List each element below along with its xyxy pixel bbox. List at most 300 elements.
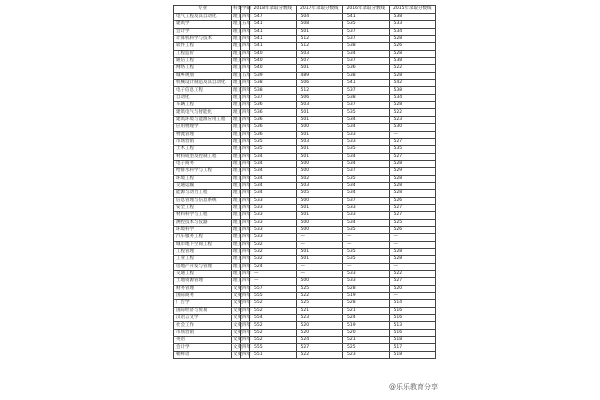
cell-score-2016: 538 bbox=[343, 94, 390, 101]
cell-major: 机械设计制造及其自动化 bbox=[174, 80, 232, 87]
cell-score-2018: 535 bbox=[250, 146, 297, 153]
cell-score-2015: 523 bbox=[389, 116, 436, 123]
cell-category: 理工 bbox=[233, 271, 242, 277]
cell-major: 交通运输 bbox=[174, 182, 232, 189]
header-2015: 2015年录取分数线 bbox=[389, 6, 436, 14]
cell-score-2017: 500 bbox=[296, 168, 343, 175]
cell-score-2018: 534 bbox=[250, 190, 297, 197]
cell-score-2015: 527 bbox=[389, 138, 436, 145]
cell-duration: 四年 bbox=[242, 109, 251, 115]
cell-score-2015: 528 bbox=[389, 249, 436, 256]
table-row bbox=[174, 212, 436, 219]
cell-score-2016: 537 bbox=[343, 168, 390, 175]
cell-major: 物流管理 bbox=[174, 131, 232, 138]
header-row bbox=[174, 6, 436, 14]
header-2018: 2018年录取分数线 bbox=[250, 6, 297, 14]
cell-major: 汉语言文学 bbox=[174, 315, 232, 322]
cell-major: 市场营销 bbox=[174, 138, 232, 145]
table-row bbox=[174, 249, 436, 256]
cell-category: 文史 bbox=[233, 307, 242, 313]
cell-score-2015: 514 bbox=[389, 300, 436, 307]
cell-category: 理工 bbox=[233, 249, 242, 255]
cell-score-2017: 503 bbox=[296, 182, 343, 189]
cell-score-2015: 516 bbox=[389, 315, 436, 322]
cell-score-2017: 522 bbox=[296, 293, 343, 300]
cell-score-2017: 501 bbox=[296, 256, 343, 263]
cell-major: 朝鲜语 bbox=[174, 351, 232, 358]
cell-score-2018: 533 bbox=[250, 204, 297, 211]
cell-category: 文史 bbox=[233, 315, 242, 321]
cell-category: 理工 bbox=[233, 256, 242, 262]
cell-score-2016: 524 bbox=[343, 315, 390, 322]
cell-score-2015: 518 bbox=[389, 337, 436, 344]
cell-score-2016: 537 bbox=[343, 87, 390, 94]
cell-category: 理工 bbox=[233, 43, 242, 49]
cell-score-2017: 500 bbox=[296, 278, 343, 285]
table-row bbox=[174, 204, 436, 211]
cell-score-2018: 536 bbox=[250, 116, 297, 123]
cell-score-2016: 536 bbox=[343, 65, 390, 72]
cell-category: 理工 bbox=[233, 58, 242, 64]
cell-duration: 四年 bbox=[242, 153, 251, 159]
cell-category: 文史 bbox=[233, 351, 242, 357]
table-row bbox=[174, 226, 436, 233]
cell-category: 理工 bbox=[233, 234, 242, 240]
table-row bbox=[174, 344, 436, 351]
table-row bbox=[174, 182, 436, 189]
cell-duration: 四年 bbox=[242, 65, 251, 71]
cell-score-2018: 533 bbox=[250, 219, 297, 226]
cell-category: 文史 bbox=[233, 322, 242, 328]
table-row bbox=[174, 14, 436, 21]
cell-duration: 四年 bbox=[242, 58, 251, 64]
cell-score-2017: — bbox=[296, 271, 343, 278]
cell-major: 建筑电气与智能化 bbox=[174, 109, 232, 116]
cell-score-2017: 501 bbox=[296, 116, 343, 123]
cell-score-2015: 525 bbox=[389, 219, 436, 226]
cell-score-2018: 537 bbox=[250, 94, 297, 101]
cell-score-2016: 537 bbox=[343, 28, 390, 35]
cell-score-2015: 535 bbox=[389, 146, 436, 153]
cell-category: 理工 bbox=[233, 14, 242, 20]
cell-score-2016: 519 bbox=[343, 293, 390, 300]
table-row bbox=[174, 271, 436, 278]
cell-score-2017: 501 bbox=[296, 109, 343, 116]
cell-score-2015: 528 bbox=[389, 160, 436, 167]
cell-score-2017: 500 bbox=[296, 219, 343, 226]
table-row bbox=[174, 256, 436, 263]
cell-major: 工业工程 bbox=[174, 256, 232, 263]
cell-duration: 四年 bbox=[242, 131, 251, 137]
cell-score-2015: 528 bbox=[389, 256, 436, 263]
cell-category: 理工 bbox=[233, 263, 242, 269]
cell-score-2015: 533 bbox=[389, 21, 436, 28]
cell-score-2016: 520 bbox=[343, 329, 390, 336]
cell-category: 文史 bbox=[233, 300, 242, 306]
cell-score-2016: 519 bbox=[343, 322, 390, 329]
table-row bbox=[174, 175, 436, 182]
table-row bbox=[174, 80, 436, 87]
cell-category: 理工 bbox=[233, 168, 242, 174]
cell-score-2018: 533 bbox=[250, 197, 297, 204]
cell-score-2016: 535 bbox=[343, 146, 390, 153]
cell-major: 土地资源管理 bbox=[174, 278, 232, 285]
cell-score-2015: — bbox=[389, 131, 436, 138]
cell-score-2017: 520 bbox=[296, 329, 343, 336]
cell-score-2017: 500 bbox=[296, 160, 343, 167]
cell-score-2015: 526 bbox=[389, 226, 436, 233]
cell-score-2017: 506 bbox=[296, 80, 343, 87]
table-row bbox=[174, 21, 436, 28]
cell-score-2018: 532 bbox=[250, 249, 297, 256]
cell-score-2017: 501 bbox=[296, 204, 343, 211]
table-row bbox=[174, 168, 436, 175]
cell-score-2015: 517 bbox=[389, 344, 436, 351]
cell-category: 理工 bbox=[233, 197, 242, 203]
cell-score-2017: 501 bbox=[296, 153, 343, 160]
cell-score-2015: 528 bbox=[389, 36, 436, 43]
cell-major: 能源与动力工程 bbox=[174, 190, 232, 197]
table-body bbox=[174, 14, 436, 359]
cell-score-2017: 504 bbox=[296, 14, 343, 21]
cell-score-2015: 528 bbox=[389, 72, 436, 79]
cell-major: 建筑环境与能源应用工程 bbox=[174, 116, 232, 123]
cell-category: 理工 bbox=[233, 182, 242, 188]
cell-duration: 四年 bbox=[242, 190, 251, 196]
cell-major: 城市地下空间工程 bbox=[174, 241, 232, 248]
cell-duration: 四年 bbox=[242, 36, 251, 42]
table-row bbox=[174, 285, 436, 292]
cell-score-2018: — bbox=[250, 278, 297, 285]
table-row bbox=[174, 234, 436, 241]
cell-duration: 四年 bbox=[242, 307, 251, 313]
cell-score-2016: 538 bbox=[343, 43, 390, 50]
cell-score-2017: 503 bbox=[296, 50, 343, 57]
cell-score-2016: — bbox=[343, 263, 390, 270]
cell-major: 软件工程 bbox=[174, 43, 232, 50]
cell-major: 给排水科学与工程 bbox=[174, 168, 232, 175]
cell-score-2018: 536 bbox=[250, 131, 297, 138]
cell-duration: 四年 bbox=[242, 212, 251, 218]
cell-duration: 四年 bbox=[242, 14, 251, 20]
cell-score-2018: 541 bbox=[250, 43, 297, 50]
cell-score-2018: 533 bbox=[250, 212, 297, 219]
cell-duration: 四年 bbox=[242, 300, 251, 306]
cell-major: 财务管理 bbox=[174, 285, 232, 292]
cell-category: 理工 bbox=[233, 21, 242, 27]
cell-score-2018: 541 bbox=[250, 28, 297, 35]
cell-score-2017: 501 bbox=[296, 146, 343, 153]
table-row bbox=[174, 190, 436, 197]
cell-score-2017: 508 bbox=[296, 21, 343, 28]
cell-score-2015: 528 bbox=[389, 190, 436, 197]
cell-score-2018: 539 bbox=[250, 72, 297, 79]
cell-category: 理工 bbox=[233, 219, 242, 225]
cell-score-2017: 501 bbox=[296, 131, 343, 138]
watermark: @乐乐教育分享 bbox=[389, 383, 438, 391]
cell-major: 工程管理 bbox=[174, 249, 232, 256]
cell-duration: 四年 bbox=[242, 80, 251, 86]
cell-category: 理工 bbox=[233, 102, 242, 108]
cell-duration: 四年 bbox=[242, 160, 251, 166]
cell-major: 材料科学与工程 bbox=[174, 212, 232, 219]
cell-score-2015: 527 bbox=[389, 278, 436, 285]
cell-score-2015: — bbox=[389, 263, 436, 270]
table-row bbox=[174, 263, 436, 270]
cell-score-2017: 523 bbox=[296, 315, 343, 322]
cell-score-2018: 541 bbox=[250, 21, 297, 28]
table-row bbox=[174, 87, 436, 94]
table-row bbox=[174, 197, 436, 204]
cell-score-2018: 541 bbox=[250, 36, 297, 43]
cell-category: 理工 bbox=[233, 241, 242, 247]
cell-category: 理工 bbox=[233, 36, 242, 42]
cell-score-2018: 536 bbox=[250, 102, 297, 109]
admission-score-table bbox=[173, 5, 436, 359]
cell-score-2016: 534 bbox=[343, 160, 390, 167]
cell-duration: 四年 bbox=[242, 227, 251, 233]
cell-major: 电气工程及其自动化 bbox=[174, 14, 232, 21]
cell-score-2018: 552 bbox=[250, 329, 297, 336]
table-row bbox=[174, 65, 436, 72]
cell-duration: 四年 bbox=[242, 271, 251, 277]
cell-duration: 四年 bbox=[242, 87, 251, 93]
table-row bbox=[174, 241, 436, 248]
cell-duration: 四年 bbox=[242, 138, 251, 144]
cell-score-2016: 541 bbox=[343, 14, 390, 21]
cell-score-2015: 520 bbox=[389, 285, 436, 292]
cell-score-2018: 534 bbox=[250, 175, 297, 182]
cell-score-2017: 502 bbox=[296, 175, 343, 182]
cell-score-2017: 524 bbox=[296, 337, 343, 344]
cell-score-2015: 516 bbox=[389, 307, 436, 314]
cell-score-2018: 540 bbox=[250, 50, 297, 57]
cell-major: 计算机科学与技术 bbox=[174, 36, 232, 43]
cell-score-2018: 552 bbox=[250, 307, 297, 314]
cell-score-2015: 522 bbox=[389, 109, 436, 116]
cell-major: 建筑学 bbox=[174, 21, 232, 28]
cell-category: 理工 bbox=[233, 116, 242, 122]
cell-score-2017: 512 bbox=[296, 36, 343, 43]
cell-major: 电子商务 bbox=[174, 160, 232, 167]
cell-duration: 四年 bbox=[242, 351, 251, 357]
cell-score-2015: 513 bbox=[389, 322, 436, 329]
table-row bbox=[174, 28, 436, 35]
cell-duration: 四年 bbox=[242, 234, 251, 240]
cell-score-2016: 528 bbox=[343, 285, 390, 292]
table-row bbox=[174, 138, 436, 145]
cell-score-2018: 540 bbox=[250, 65, 297, 72]
cell-score-2018: 534 bbox=[250, 168, 297, 175]
header-duration: 学制 bbox=[241, 6, 250, 14]
cell-score-2018: 534 bbox=[250, 160, 297, 167]
cell-duration: 四年 bbox=[242, 124, 251, 130]
cell-score-2015: 518 bbox=[389, 351, 436, 358]
cell-category: 理工 bbox=[233, 190, 242, 196]
cell-major: 会计学 bbox=[174, 28, 232, 35]
cell-category: 文史 bbox=[233, 293, 242, 299]
cell-score-2018: 551 bbox=[250, 351, 297, 358]
cell-score-2017: 505 bbox=[296, 190, 343, 197]
cell-score-2016: 534 bbox=[343, 153, 390, 160]
cell-major: 车辆工程 bbox=[174, 102, 232, 109]
cell-duration: 四年 bbox=[242, 219, 251, 225]
cell-category: 理工 bbox=[233, 50, 242, 56]
cell-score-2016: 528 bbox=[343, 300, 390, 307]
cell-duration: 四年 bbox=[242, 94, 251, 100]
cell-duration: 四年 bbox=[242, 146, 251, 152]
cell-score-2018: 557 bbox=[250, 285, 297, 292]
cell-category: 理工 bbox=[233, 212, 242, 218]
cell-duration: 四年 bbox=[242, 263, 251, 269]
cell-score-2015: — bbox=[389, 293, 436, 300]
cell-score-2015: — bbox=[389, 234, 436, 241]
cell-duration: 四年 bbox=[242, 28, 251, 34]
cell-score-2016: 534 bbox=[343, 50, 390, 57]
table-row bbox=[174, 293, 436, 300]
cell-duration: 五年 bbox=[242, 21, 251, 27]
cell-score-2016: 534 bbox=[343, 219, 390, 226]
cell-score-2016: 533 bbox=[343, 271, 390, 278]
cell-category: 理工 bbox=[233, 28, 242, 34]
cell-category: 理工 bbox=[233, 205, 242, 210]
cell-score-2016: 535 bbox=[343, 256, 390, 263]
cell-duration: 五年 bbox=[242, 72, 251, 78]
table-row bbox=[174, 219, 436, 226]
cell-score-2015: 528 bbox=[389, 175, 436, 182]
cell-score-2017: 501 bbox=[296, 249, 343, 256]
cell-score-2017: 512 bbox=[296, 87, 343, 94]
cell-duration: 四年 bbox=[242, 197, 251, 203]
cell-score-2017: 525 bbox=[296, 285, 343, 292]
cell-duration: 四年 bbox=[242, 102, 251, 108]
cell-major: 通信工程 bbox=[174, 58, 232, 65]
cell-score-2016: — bbox=[343, 234, 390, 241]
cell-score-2017: 501 bbox=[296, 65, 343, 72]
cell-category: 理工 bbox=[233, 65, 242, 71]
cell-major: 市场营销 bbox=[174, 329, 232, 336]
cell-score-2015: 538 bbox=[389, 58, 436, 65]
cell-major: 会计学 bbox=[174, 344, 232, 351]
cell-score-2017: 521 bbox=[296, 307, 343, 314]
cell-score-2015: 522 bbox=[389, 271, 436, 278]
cell-score-2017: 500 bbox=[296, 124, 343, 131]
cell-score-2015: 528 bbox=[389, 182, 436, 189]
cell-major: 社会工作 bbox=[174, 322, 232, 329]
cell-category: 理工 bbox=[233, 124, 242, 130]
table-row bbox=[174, 72, 436, 79]
cell-score-2017: 489 bbox=[296, 72, 343, 79]
cell-score-2017: 501 bbox=[296, 28, 343, 35]
cell-score-2016: 534 bbox=[343, 116, 390, 123]
cell-category: 理工 bbox=[233, 160, 242, 166]
cell-major: 环境工程 bbox=[174, 175, 232, 182]
cell-duration: 四年 bbox=[242, 241, 251, 247]
cell-score-2016: 521 bbox=[343, 337, 390, 344]
cell-major: 信息管理与信息系统 bbox=[174, 197, 232, 204]
cell-major: 网络工程 bbox=[174, 65, 232, 72]
cell-score-2016: 534 bbox=[343, 182, 390, 189]
cell-major: 汽车服务工程 bbox=[174, 234, 232, 241]
cell-duration: 四年 bbox=[242, 116, 251, 122]
cell-score-2018: 552 bbox=[250, 300, 297, 307]
cell-score-2015: 538 bbox=[389, 14, 436, 21]
cell-score-2015: 542 bbox=[389, 80, 436, 87]
cell-category: 理工 bbox=[233, 109, 242, 115]
cell-score-2016: 541 bbox=[343, 80, 390, 87]
cell-score-2017: 520 bbox=[296, 322, 343, 329]
cell-score-2015: 528 bbox=[389, 50, 436, 57]
cell-duration: 四年 bbox=[242, 293, 251, 299]
table-row bbox=[174, 300, 436, 307]
cell-score-2018: 536 bbox=[250, 124, 297, 131]
table-row bbox=[174, 322, 436, 329]
cell-score-2017: 500 bbox=[296, 226, 343, 233]
cell-score-2015: 527 bbox=[389, 212, 436, 219]
cell-score-2018: 536 bbox=[250, 109, 297, 116]
cell-major: 电子信息工程 bbox=[174, 87, 232, 94]
table-row bbox=[174, 116, 436, 123]
cell-category: 文史 bbox=[233, 329, 242, 335]
table-row bbox=[174, 160, 436, 167]
cell-score-2016: 533 bbox=[343, 212, 390, 219]
cell-score-2016: 537 bbox=[343, 58, 390, 65]
cell-score-2018: 534 bbox=[250, 153, 297, 160]
cell-duration: 四年 bbox=[242, 205, 251, 210]
cell-score-2015: — bbox=[389, 241, 436, 248]
cell-duration: 四年 bbox=[242, 256, 251, 262]
table-row bbox=[174, 58, 436, 65]
cell-category: 理工 bbox=[233, 146, 242, 152]
cell-category: 理工 bbox=[233, 153, 242, 159]
header-2017: 2017年录取分数线 bbox=[296, 6, 343, 14]
cell-category: 理工 bbox=[233, 80, 242, 86]
cell-score-2017: 507 bbox=[296, 58, 343, 65]
cell-score-2015: 522 bbox=[389, 65, 436, 72]
cell-major: 测控技术与仪器 bbox=[174, 219, 232, 226]
cell-score-2015: 538 bbox=[389, 87, 436, 94]
cell-score-2018: 533 bbox=[250, 226, 297, 233]
cell-score-2017: 527 bbox=[296, 344, 343, 351]
cell-score-2017: 512 bbox=[296, 43, 343, 50]
table-row bbox=[174, 315, 436, 322]
cell-score-2015: 534 bbox=[389, 94, 436, 101]
cell-category: 理工 bbox=[233, 72, 242, 78]
cell-category: 文史 bbox=[233, 344, 242, 350]
cell-duration: 四年 bbox=[242, 50, 251, 56]
cell-score-2018: 552 bbox=[250, 337, 297, 344]
cell-score-2016: 533 bbox=[343, 138, 390, 145]
table-row bbox=[174, 36, 436, 43]
cell-score-2015: 534 bbox=[389, 28, 436, 35]
cell-major: 自动化 bbox=[174, 94, 232, 101]
cell-score-2018: 532 bbox=[250, 241, 297, 248]
cell-score-2016: 535 bbox=[343, 109, 390, 116]
cell-duration: 四年 bbox=[242, 168, 251, 174]
header-category: 科类 bbox=[232, 6, 241, 14]
table-row bbox=[174, 109, 436, 116]
table-row bbox=[174, 146, 436, 153]
cell-major: 国际商务 bbox=[174, 293, 232, 300]
cell-score-2017: 503 bbox=[296, 138, 343, 145]
cell-score-2018: 555 bbox=[250, 293, 297, 300]
cell-score-2016: 533 bbox=[343, 278, 390, 285]
cell-category: 理工 bbox=[233, 278, 242, 284]
cell-major: 土木工程 bbox=[174, 146, 232, 153]
cell-major: 应用物理学 bbox=[174, 124, 232, 131]
cell-category: 理工 bbox=[233, 87, 242, 93]
cell-score-2018: 535 bbox=[250, 138, 297, 145]
